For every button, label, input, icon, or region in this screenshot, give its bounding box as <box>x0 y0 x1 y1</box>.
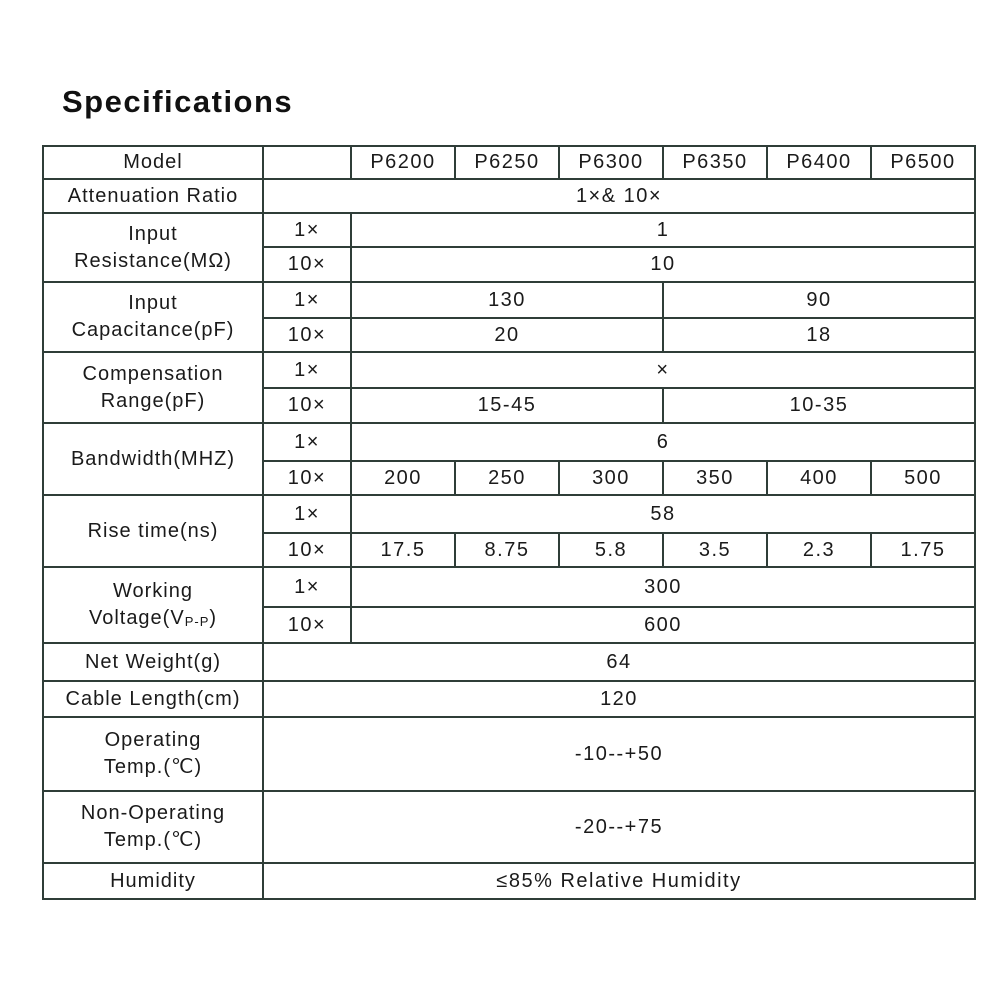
humidity-label: Humidity <box>43 863 263 899</box>
ratio-cell: 1× <box>263 213 351 247</box>
model-name: P6500 <box>871 146 975 179</box>
working-voltage-10x-value: 600 <box>351 607 975 643</box>
compensation-range-label-line: Compensation <box>82 362 224 385</box>
ratio-cell: 1× <box>263 423 351 461</box>
rise-time-10x-value: 5.8 <box>559 533 663 567</box>
spec-table <box>42 145 976 900</box>
input-capacitance-label-line: Capacitance(pF) <box>71 319 235 341</box>
input-capacitance-label <box>43 282 263 352</box>
input-capacitance-1x-value: 130 <box>351 282 663 318</box>
input-capacitance-10x-value: 18 <box>663 318 975 352</box>
page-title: Specifications <box>62 84 294 119</box>
ratio-cell: 10× <box>263 388 351 423</box>
cable-length-value: 120 <box>263 681 975 717</box>
cable-length-label: Cable Length(cm) <box>43 681 263 717</box>
bandwidth-1x-value: 6 <box>351 423 975 461</box>
input-resistance-label <box>43 213 263 282</box>
working-voltage-label-text: Voltage(V <box>88 607 185 629</box>
input-resistance-10x-value: 10 <box>351 247 975 282</box>
attenuation-ratio-label: Attenuation Ratio <box>43 179 263 213</box>
rise-time-10x-value: 2.3 <box>767 533 871 567</box>
table-row-working-voltage-1x <box>43 567 975 607</box>
spec-table-body <box>43 146 975 899</box>
rise-time-10x-value: 8.75 <box>455 533 559 567</box>
compensation-range-label-line: Range(pF) <box>100 389 206 412</box>
net-weight-value: 64 <box>263 643 975 681</box>
working-voltage-1x-value: 300 <box>351 567 975 607</box>
working-voltage-label <box>43 567 263 643</box>
table-row-operating-temp <box>43 717 975 791</box>
ratio-cell: 10× <box>263 533 351 567</box>
non-operating-temp-label-line: Non-Operating <box>80 802 226 824</box>
bandwidth-10x-value: 250 <box>455 461 559 495</box>
compensation-range-10x-value: 10-35 <box>663 388 975 423</box>
bandwidth-label: Bandwidth(MHZ) <box>43 423 263 495</box>
working-voltage-label-close: ) <box>209 607 218 629</box>
operating-temp-label-line: Operating <box>104 729 202 751</box>
non-operating-temp-label-line: Temp.(℃) <box>103 829 203 851</box>
rise-time-1x-value: 58 <box>351 495 975 533</box>
non-operating-temp-label <box>43 791 263 863</box>
working-voltage-label-line <box>46 605 260 632</box>
table-row-bandwidth-1x <box>43 423 975 461</box>
ratio-cell: 1× <box>263 567 351 607</box>
operating-temp-value: -10--+50 <box>263 717 975 791</box>
table-row-humidity <box>43 863 975 899</box>
net-weight-label: Net Weight(g) <box>43 643 263 681</box>
table-row-model <box>43 146 975 179</box>
table-row-attenuation-ratio <box>43 179 975 213</box>
attenuation-ratio-value: 1×& 10× <box>263 179 975 213</box>
rise-time-10x-value: 3.5 <box>663 533 767 567</box>
model-name: P6400 <box>767 146 871 179</box>
ratio-cell: 1× <box>263 282 351 318</box>
non-operating-temp-value: -20--+75 <box>263 791 975 863</box>
table-row-rise-time-1x <box>43 495 975 533</box>
model-label: Model <box>43 146 263 179</box>
input-capacitance-1x-value: 90 <box>663 282 975 318</box>
table-row-net-weight <box>43 643 975 681</box>
input-resistance-1x-value: 1 <box>351 213 975 247</box>
compensation-range-label <box>43 352 263 423</box>
humidity-value: ≤85% Relative Humidity <box>263 863 975 899</box>
working-voltage-label-subscript: P-P <box>184 614 210 629</box>
rise-time-10x-value: 1.75 <box>871 533 975 567</box>
model-name: P6250 <box>455 146 559 179</box>
table-row-input-capacitance-1x <box>43 282 975 318</box>
model-name: P6200 <box>351 146 455 179</box>
bandwidth-10x-value: 350 <box>663 461 767 495</box>
rise-time-10x-value: 17.5 <box>351 533 455 567</box>
input-capacitance-10x-value: 20 <box>351 318 663 352</box>
input-resistance-label-line: Resistance(MΩ) <box>74 249 232 272</box>
operating-temp-label <box>43 717 263 791</box>
ratio-cell: 10× <box>263 318 351 352</box>
bandwidth-10x-value: 400 <box>767 461 871 495</box>
ratio-cell: 10× <box>263 247 351 282</box>
bandwidth-10x-value: 500 <box>871 461 975 495</box>
working-voltage-label-line: Working <box>113 580 193 602</box>
table-row-input-resistance-1x <box>43 213 975 247</box>
ratio-cell: 1× <box>263 352 351 388</box>
ratio-cell: 10× <box>263 461 351 495</box>
table-row-non-operating-temp <box>43 791 975 863</box>
rise-time-label: Rise time(ns) <box>43 495 263 567</box>
bandwidth-10x-value: 300 <box>559 461 663 495</box>
model-blank-cell <box>263 146 351 179</box>
operating-temp-label-line: Temp.(℃) <box>103 756 203 778</box>
model-name: P6350 <box>663 146 767 179</box>
table-row-cable-length <box>43 681 975 717</box>
compensation-range-10x-value: 15-45 <box>351 388 663 423</box>
ratio-cell: 10× <box>263 607 351 643</box>
bandwidth-10x-value: 200 <box>351 461 455 495</box>
input-resistance-label-line: Input <box>128 222 178 245</box>
input-capacitance-label-line: Input <box>128 292 178 314</box>
model-name: P6300 <box>559 146 663 179</box>
compensation-range-1x-value: × <box>351 352 975 388</box>
table-row-compensation-range-1x <box>43 352 975 388</box>
ratio-cell: 1× <box>263 495 351 533</box>
